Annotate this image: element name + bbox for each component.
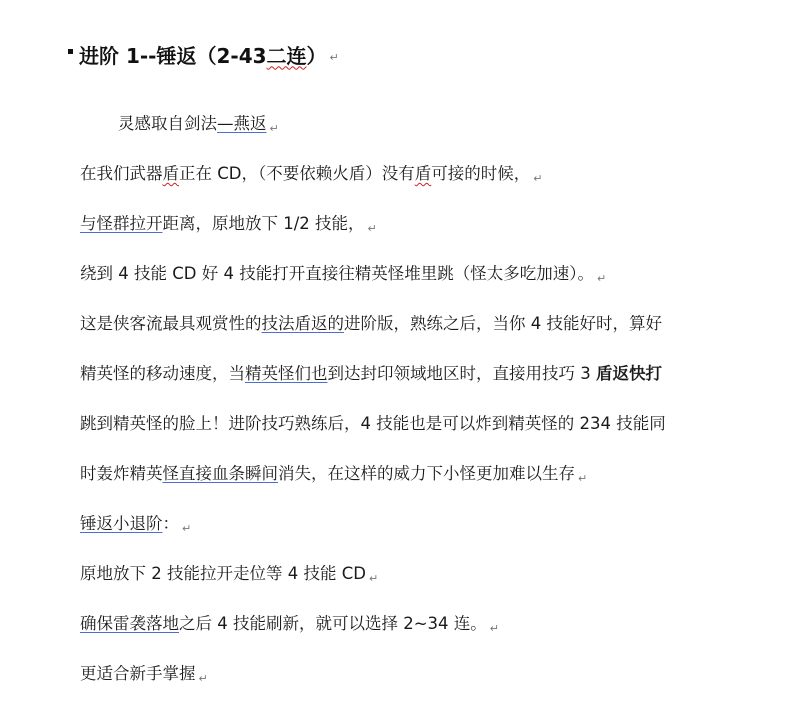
bullet-icon bbox=[68, 49, 73, 54]
paragraph-mark-icon: ↵ bbox=[269, 122, 279, 135]
text-run: 这是侠客流最具观赏性的 bbox=[80, 314, 262, 333]
text-run: 可接的时候， bbox=[431, 164, 531, 183]
body-line bbox=[80, 311, 662, 337]
text-run: 距离，原地放下 1/2 技能， bbox=[162, 214, 365, 233]
body-line bbox=[80, 211, 377, 237]
paragraph-mark-icon: ↵ bbox=[198, 672, 208, 685]
text-run-underlined: 精英怪们也 bbox=[245, 364, 328, 383]
text-run: 到达封印领域地区时，直接用技巧 3 bbox=[327, 364, 596, 383]
text-run: 精英怪的移动速度，当 bbox=[80, 364, 245, 383]
paragraph-mark-icon: ↵ bbox=[367, 222, 377, 235]
body-line bbox=[80, 411, 666, 437]
text-run: 时轰炸精英 bbox=[80, 464, 163, 483]
body-line bbox=[80, 661, 208, 687]
text-run: ： bbox=[162, 514, 179, 533]
text-run: 更适合新手掌握 bbox=[80, 664, 196, 683]
body-line bbox=[80, 511, 191, 537]
body-line bbox=[80, 261, 606, 287]
text-run: 在我们武器 bbox=[80, 164, 163, 183]
heading-text-a: 进阶 1--锤返（2-43 bbox=[79, 43, 267, 68]
paragraph-mark-icon: ↵ bbox=[578, 472, 588, 485]
text-run-spellcheck: 盾 bbox=[414, 164, 432, 183]
body-line bbox=[80, 461, 587, 487]
body-line bbox=[118, 111, 279, 137]
text-run-underlined: 怪直接血条瞬间 bbox=[162, 464, 278, 483]
paragraph-mark-icon: ↵ bbox=[533, 172, 543, 185]
heading-text-c: ） bbox=[306, 43, 327, 68]
heading-text-b: 二连 bbox=[266, 43, 307, 68]
text-run: 原地放下 2 技能拉开走位等 4 技能 CD bbox=[80, 564, 366, 583]
text-run: 正在 CD，（不要依赖火盾）没有 bbox=[179, 164, 415, 183]
text-run: 进阶版，熟练之后，当你 4 技能好时，算好 bbox=[344, 314, 662, 333]
paragraph-mark-icon: ↵ bbox=[596, 272, 607, 285]
text-run-underlined: —燕返 bbox=[217, 114, 267, 133]
body-line bbox=[80, 611, 499, 637]
paragraph-mark-icon: ↵ bbox=[329, 50, 339, 64]
text-run: 绕到 4 技能 CD 好 4 技能打开直接往精英怪堆里跳（怪太多吃加速）。 bbox=[80, 264, 594, 283]
text-run: 跳到精英怪的脸上！进阶技巧熟练后，4 技能也是可以炸到精英怪的 234 技能同 bbox=[80, 414, 666, 433]
body-line bbox=[80, 161, 542, 187]
text-run-underlined: 技法盾返的 bbox=[261, 314, 344, 333]
text-run: 消失，在这样的威力下小怪更加难以生存 bbox=[278, 464, 575, 483]
text-run-underlined: 与怪群拉开 bbox=[80, 214, 163, 233]
text-run: 之后 4 技能刷新，就可以选择 2~34 连。 bbox=[179, 614, 487, 633]
text-run-spellcheck: 盾 bbox=[162, 164, 179, 183]
text-run-bold: 盾返快打 bbox=[596, 364, 662, 383]
paragraph-mark-icon: ↵ bbox=[489, 622, 500, 635]
body-line bbox=[80, 561, 378, 587]
paragraph-mark-icon: ↵ bbox=[368, 572, 379, 585]
text-run-underlined: 锤返小退阶 bbox=[80, 514, 163, 533]
body-line bbox=[80, 361, 662, 387]
paragraph-mark-icon: ↵ bbox=[182, 522, 192, 535]
text-run-underlined: 确保雷袭落地 bbox=[80, 614, 179, 633]
section-heading bbox=[68, 37, 339, 71]
text-run: 灵感取自剑法 bbox=[118, 114, 217, 133]
